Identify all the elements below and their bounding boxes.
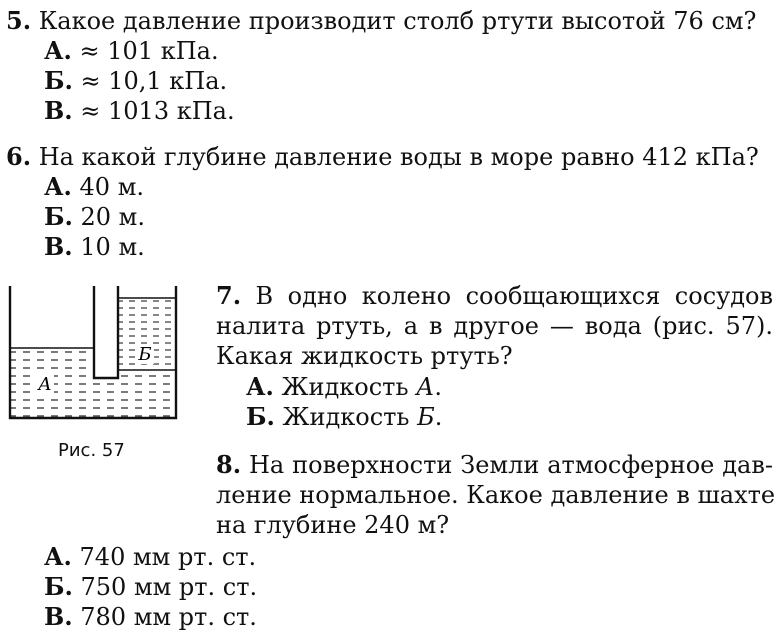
answer-option bbox=[246, 373, 442, 401]
option-letter: Б. bbox=[246, 402, 275, 431]
question-text: В одно колено сообщающихся сосудов bbox=[241, 282, 773, 310]
label-b: Б bbox=[138, 344, 152, 365]
question-6 bbox=[6, 143, 759, 171]
answer-option bbox=[44, 603, 257, 631]
question-text: налита ртуть, а в другое — вода (рис. 57). bbox=[216, 312, 773, 340]
option-text: 20 м. bbox=[72, 203, 145, 231]
answer-option bbox=[44, 203, 145, 231]
option-punct: . bbox=[434, 403, 443, 431]
label-a: А bbox=[38, 374, 52, 395]
option-letter: В. bbox=[44, 602, 73, 631]
option-text: 740 мм рт. ст. bbox=[71, 543, 257, 571]
question-number: 7. bbox=[216, 281, 242, 310]
option-text: ≈ 10,1 кПа. bbox=[72, 67, 228, 95]
option-text: 780 мм рт. ст. bbox=[72, 603, 257, 631]
question-8 bbox=[216, 451, 773, 479]
question-5 bbox=[6, 7, 756, 35]
communicating-vessels-figure bbox=[8, 284, 178, 420]
question-text: ление нормальное. Какое давление в шахте bbox=[216, 481, 776, 509]
option-letter: В. bbox=[44, 96, 73, 125]
option-text: ≈ 101 кПа. bbox=[71, 37, 219, 65]
question-text: На какой глубине давление воды в море равно 412 кПа? bbox=[31, 143, 759, 171]
answer-option bbox=[44, 543, 256, 571]
option-letter: А. bbox=[44, 36, 72, 65]
vessel-divider bbox=[94, 286, 118, 378]
figure-caption: Рис. 57 bbox=[58, 440, 125, 461]
question-text: На поверхности Земли атмосферное дав- bbox=[241, 451, 773, 479]
option-letter: А. bbox=[44, 542, 72, 571]
question-number: 6. bbox=[6, 142, 32, 171]
answer-option bbox=[44, 233, 145, 261]
option-letter: Б. bbox=[44, 66, 73, 95]
question-text: на глубине 240 м? bbox=[216, 511, 450, 539]
answer-option bbox=[44, 173, 144, 201]
answer-option bbox=[44, 67, 227, 95]
question-7 bbox=[216, 282, 773, 310]
answer-option bbox=[246, 403, 442, 431]
option-variable: Б bbox=[417, 403, 435, 431]
question-text: Какое давление производит столб ртути высотой 76 см? bbox=[31, 7, 757, 35]
option-letter: Б. bbox=[44, 572, 73, 601]
option-text: Жидкость bbox=[273, 373, 417, 401]
option-text: 750 мм рт. ст. bbox=[72, 573, 258, 601]
option-text: 40 м. bbox=[71, 173, 144, 201]
answer-option bbox=[44, 573, 257, 601]
question-text: Какая жидкость ртуть? bbox=[216, 342, 513, 370]
option-letter: В. bbox=[44, 232, 73, 261]
question-number: 8. bbox=[216, 450, 242, 479]
option-punct: . bbox=[434, 373, 442, 401]
option-letter: Б. bbox=[44, 202, 73, 231]
answer-option bbox=[44, 97, 235, 125]
option-variable: А bbox=[416, 373, 435, 401]
option-text: ≈ 1013 кПа. bbox=[72, 97, 235, 125]
answer-option bbox=[44, 37, 219, 65]
option-text: Жидкость bbox=[274, 403, 418, 431]
option-letter: А. bbox=[44, 172, 72, 201]
option-letter: А. bbox=[246, 372, 274, 401]
question-number: 5. bbox=[6, 6, 32, 35]
option-text: 10 м. bbox=[72, 233, 145, 261]
